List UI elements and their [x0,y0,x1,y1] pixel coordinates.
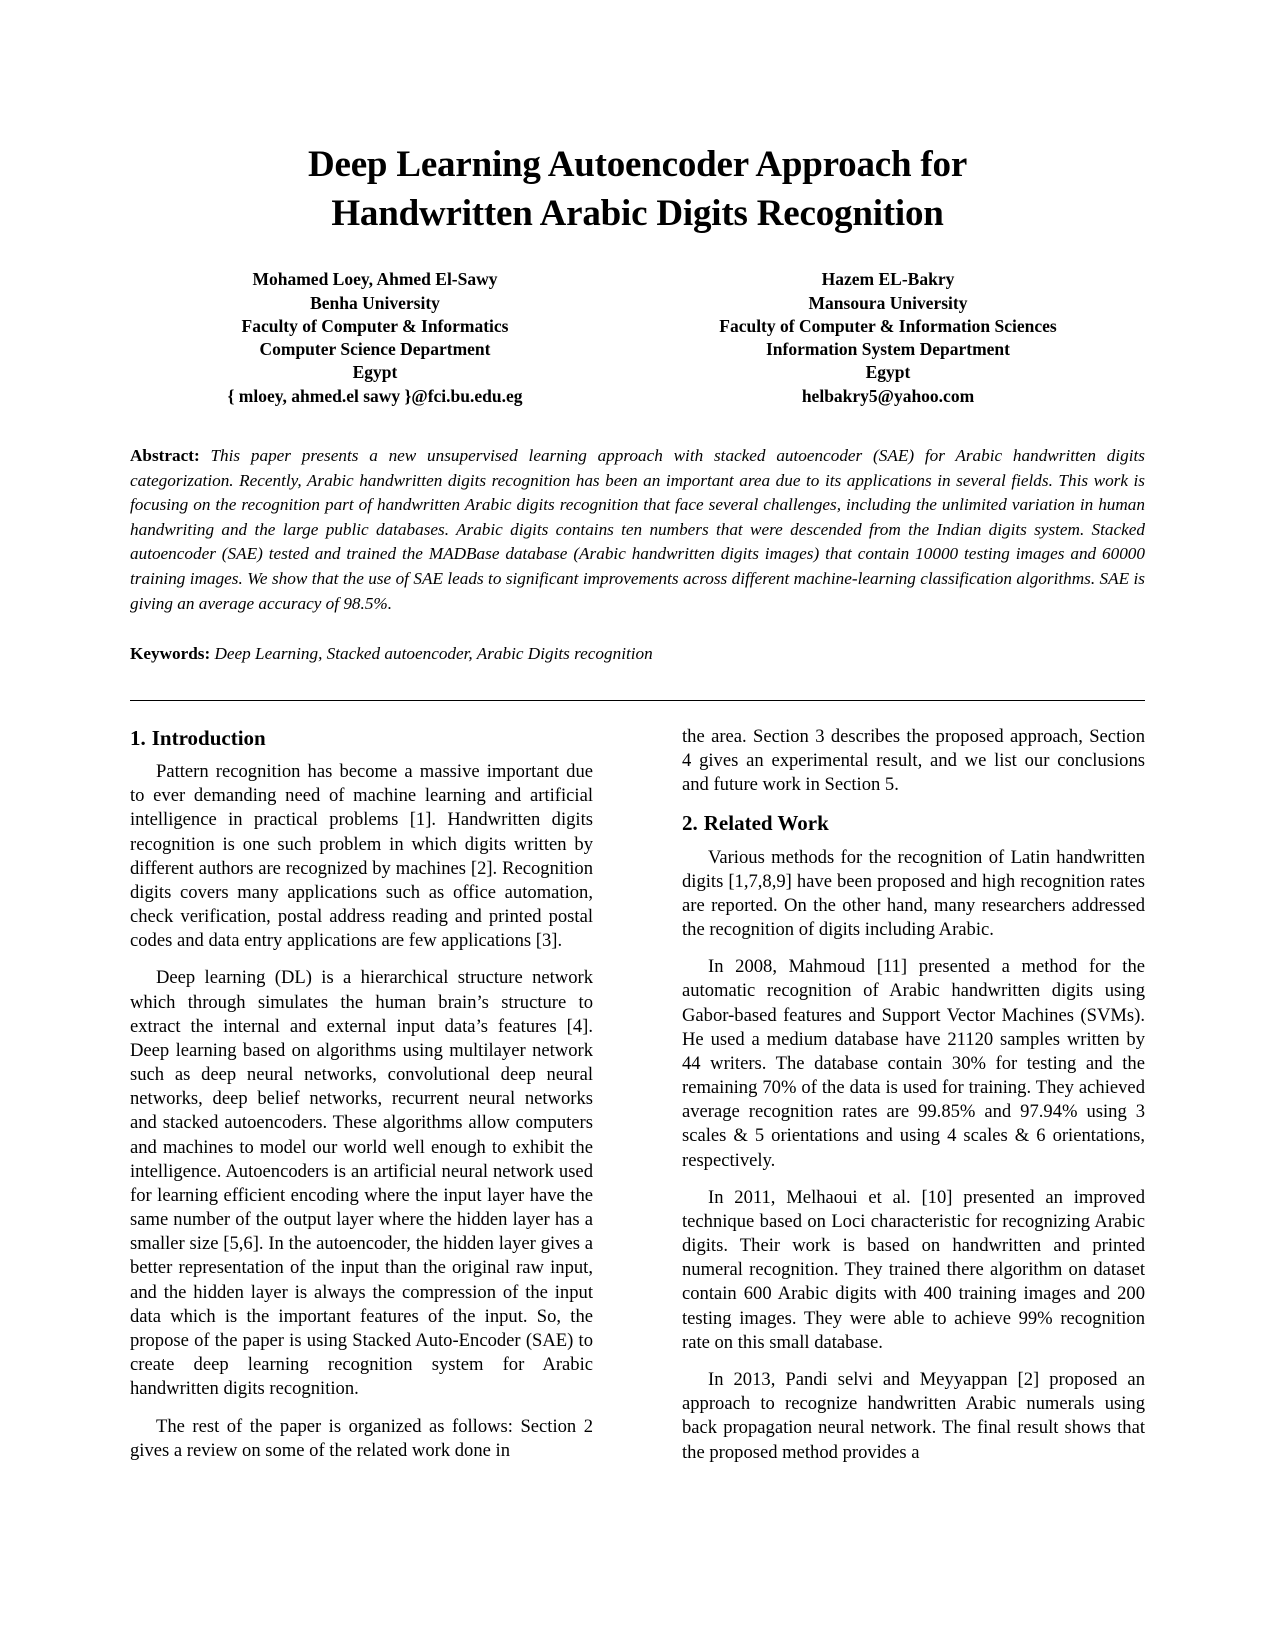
author-email-left[interactable]: { mloey, ahmed.el sawy }@fci.bu.edu.eg [227,385,523,406]
author-country-right: Egypt [865,362,911,383]
column-left [130,725,593,1465]
section-heading-introduction [130,725,593,752]
section-number-related-work: 2. [682,811,698,836]
paragraph: The rest of the paper is organized as follows: Section 2 gives a review on some of the related work done in [130,1415,593,1461]
title-line-2: Handwritten Arabic Digits Recognition [331,193,944,235]
abstract-text: This paper presents a new unsupervised learning approach with stacked autoencoder (SAE) for Arabic handwritten digits categorization. Recently, Arabic handwritten digits recognition has been an important area due to its applications in several fields. This work is focusing on the recognition part of handwritten Arabic digits recognition that face several challenges, including the unlimited variation in human handwriting and the large public databases. Arabic digits contains ten numbers that were descended from the Indian digits system. Stacked autoencoder (SAE) tested and trained the MADBase database (Arabic handwritten digits images) that contain 10000 testing images and 60000 training images. We show that the use of SAE leads to significant improvements across different machine-learning classification algorithms. SAE is giving an average accuracy of 98.5%. [130,446,1145,613]
author-department-left: Computer Science Department [259,339,491,360]
abstract-block [130,444,1145,616]
author-faculty-right: Faculty of Computer & Information Sciences [719,315,1057,336]
author-names-right: Hazem EL-Bakry [821,269,955,290]
page-title [208,140,1068,238]
keywords-text: Deep Learning, Stacked autoencoder, Arabic Digits recognition [214,644,653,664]
paragraph: Pattern recognition has become a massive important due to ever demanding need of machine learning and artificial intelligence in practical problems [1]. Handwritten digits recognition is one such problem in which digits written by different authors are recognized by machines [2]. Recognition digits covers many applications such as office automation, check verification, postal address reading and printed postal codes and data entry applications are few applications [3]. [130,761,593,952]
section-title-related-work: Related Work [703,811,829,836]
paragraph: Various methods for the recognition of Latin handwritten digits [1,7,8,9] have been proposed and high recognition rates are reported. On the other hand, many researchers addressed the recognition of digits including Arabic. [682,846,1145,941]
author-block [130,268,1145,408]
paragraph: the area. Section 3 describes the proposed approach, Section 4 gives an experimental result, and we list our conclusions and future work in Section 5. [682,725,1145,796]
paragraph: Deep learning (DL) is a hierarchical structure network which through simulates the human brain’s structure to extract the internal and external input data’s features [4]. Deep learning based on algorithms using multilayer network such as deep neural networks, convolutional deep neural networks, deep belief networks, recurrent neural networks and stacked autoencoders. These algorithms allow computers and machines to model our world well enough to exhibit the intelligence. Autoencoders is an artificial neural network used for learning efficient encoding where the input layer have the same number of the output layer where the hidden layer has a smaller size [5,6]. In the autoencoder, the hidden layer gives a better representation of the input than the original raw input, and the hidden layer is always the compression of the input data which is the important features of the input. So, the propose of the paper is using Stacked Auto-Encoder (SAE) to create deep learning recognition system for Arabic handwritten digits recognition. [130,967,593,1400]
header-divider [130,700,1145,701]
author-university-left: Benha University [310,292,440,313]
author-faculty-left: Faculty of Computer & Informatics [241,315,509,336]
paragraph: In 2011, Melhaoui et al. [10] presented an improved technique based on Loci characteristic for recognizing Arabic digits. Their work is based on handwritten and printed numeral recognition. They trained there algorithm on dataset contain 600 Arabic digits with 400 training images and 200 testing images. They were able to achieve 99% recognition rate on this small database. [682,1186,1145,1353]
abstract-label: Abstract: [130,446,200,465]
title-line-1: Deep Learning Autoencoder Approach for [307,144,968,185]
author-names-left: Mohamed Loey, Ahmed El-Sawy [252,269,498,290]
author-country-left: Egypt [352,362,398,383]
author-affiliation-left [140,268,610,408]
keywords-label: Keywords: [130,644,211,664]
section-title-introduction: Introduction [151,725,266,750]
author-affiliation-right [653,268,1123,408]
keywords-block [130,642,1145,667]
paragraph: In 2013, Pandi selvi and Meyyappan [2] proposed an approach to recognize handwritten Arabic numerals using back propagation neural network. The final result shows that the proposed method provides a [682,1369,1145,1463]
body-columns [130,725,1145,1465]
section-heading-related-work [682,810,1145,837]
section-number-introduction: 1. [130,725,146,750]
author-email-right[interactable]: helbakry5@yahoo.com [801,385,975,406]
column-right [682,725,1145,1465]
author-university-right: Mansoura University [808,292,968,313]
paragraph: In 2008, Mahmoud [11] presented a method for the automatic recognition of Arabic handwritten digits using Gabor-based features and Support Vector Machines (SVMs). He used a medium database have 21120 samples written by 44 writers. The database contain 30% for testing and the remaining 70% of the data is used for training. They achieved average recognition rates are 99.85% and 97.94% using 3 scales & 5 orientations and using 4 scales & 6 orientations, respectively. [682,956,1145,1171]
author-department-right: Information System Department [766,339,1010,360]
